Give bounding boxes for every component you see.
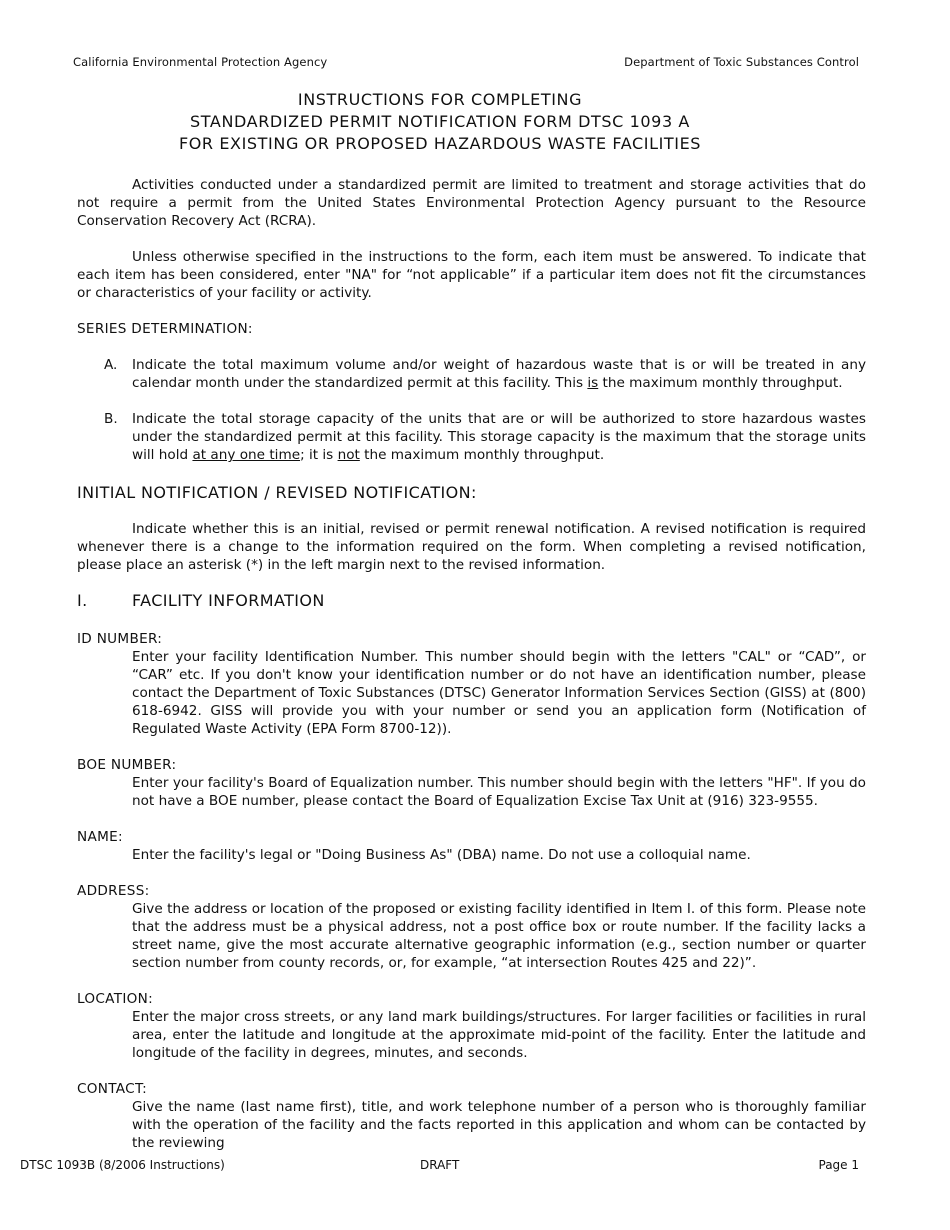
footer-draft: DRAFT	[420, 1158, 460, 1172]
location-label: LOCATION:	[77, 991, 153, 1007]
address-text: Give the address or location of the proposed or existing facility identified in Item I. of this form. Please note that the address must be a physical address, not a post office box or route number. If the facility lacks a street name, give the most accurate alternative geographic information (e.g., section number or quarter section number from county records, or, for example, “at intersection Routes 425 and 22)”.	[132, 901, 866, 971]
contact-label: CONTACT:	[77, 1081, 147, 1097]
series-heading: SERIES DETERMINATION:	[77, 321, 253, 337]
footer-page-number: Page 1	[818, 1158, 859, 1172]
footer-form-id: DTSC 1093B (8/2006 Instructions)	[20, 1158, 225, 1172]
address-label: ADDRESS:	[77, 883, 150, 899]
location-text: Enter the major cross streets, or any land mark buildings/structures. For larger facilities or facilities in rural area, enter the latitude and longitude at the approximate mid-point of the facility. Enter the latitude and longitude of the facility in degrees, minutes, and seconds.	[132, 1009, 866, 1061]
header-agency: California Environmental Protection Agency	[73, 55, 328, 69]
notification-heading: INITIAL NOTIFICATION / REVISED NOTIFICATION:	[77, 483, 477, 502]
notification-paragraph: Indicate whether this is an initial, revised or permit renewal notification. A revised notification is required whenever there is a change to the information required on the form. When completing a revised notification, please place an asterisk (*) in the left margin next to the revised information.	[77, 521, 866, 573]
document-body	[77, 176, 866, 1152]
title-line-1: INSTRUCTIONS FOR COMPLETING	[297, 90, 583, 109]
boe-number-label: BOE NUMBER:	[77, 757, 177, 773]
intro-paragraph-1: Activities conducted under a standardized permit are limited to treatment and storage activities that do not require a permit from the United States Environmental Protection Agency pursuant to the Resource Conservation Recovery Act (RCRA).	[77, 177, 866, 229]
series-item-a-text: Indicate the total maximum volume and/or weight of hazardous waste that is or will be treated in any calendar month under the standardized permit at this facility. This is the maximum monthly throughput.	[132, 357, 866, 391]
id-number-label: ID NUMBER:	[77, 631, 163, 647]
name-label: NAME:	[77, 829, 123, 845]
title-line-2: STANDARDIZED PERMIT NOTIFICATION FORM DTSC 1093 A	[190, 112, 690, 131]
boe-number-text: Enter your facility's Board of Equalization number. This number should begin with the letters "HF". If you do not have a BOE number, please contact the Board of Equalization Excise Tax Unit at (916) 323-9555.	[132, 775, 866, 809]
section-title: FACILITY INFORMATION	[132, 591, 325, 610]
series-item-b	[77, 410, 866, 464]
id-number-text: Enter your facility Identification Number. This number should begin with the letters "CAL" or “CAD”, or “CAR” etc. If you don't know your identification number or do not have an identification number, please contact the Department of Toxic Substances (DTSC) Generator Information Services Section (GISS) at (800) 618-6942. GISS will provide you with your number or send you an application form (Notification of Regulated Waste Activity (EPA Form 8700-12)).	[132, 649, 866, 737]
contact-text: Give the name (last name first), title, and work telephone number of a person who is thoroughly familiar with the operation of the facility and the facts reported in this application and whom can be contacted by the reviewing	[132, 1099, 866, 1151]
header-department: Department of Toxic Substances Control	[624, 55, 859, 69]
section-number: I.	[77, 591, 88, 610]
series-item-a-letter: A.	[104, 357, 118, 373]
title-line-3: FOR EXISTING OR PROPOSED HAZARDOUS WASTE FACILITIES	[178, 134, 702, 153]
name-text: Enter the facility's legal or "Doing Business As" (DBA) name. Do not use a colloquial name.	[132, 847, 751, 863]
document-title	[0, 89, 880, 155]
series-item-b-letter: B.	[104, 411, 118, 427]
series-item-b-text: Indicate the total storage capacity of the units that are or will be authorized to store hazardous wastes under the standardized permit at this facility. This storage capacity is the maximum that the storage units will hold at any one time; it is not the maximum monthly throughput.	[132, 411, 866, 463]
section-facility-information	[77, 590, 866, 612]
intro-paragraph-2: Unless otherwise specified in the instructions to the form, each item must be answered. To indicate that each item has been considered, enter "NA" for “not applicable” if a particular item does not fit the circumstances or characteristics of your facility or activity.	[77, 249, 866, 301]
series-item-a	[77, 356, 866, 392]
